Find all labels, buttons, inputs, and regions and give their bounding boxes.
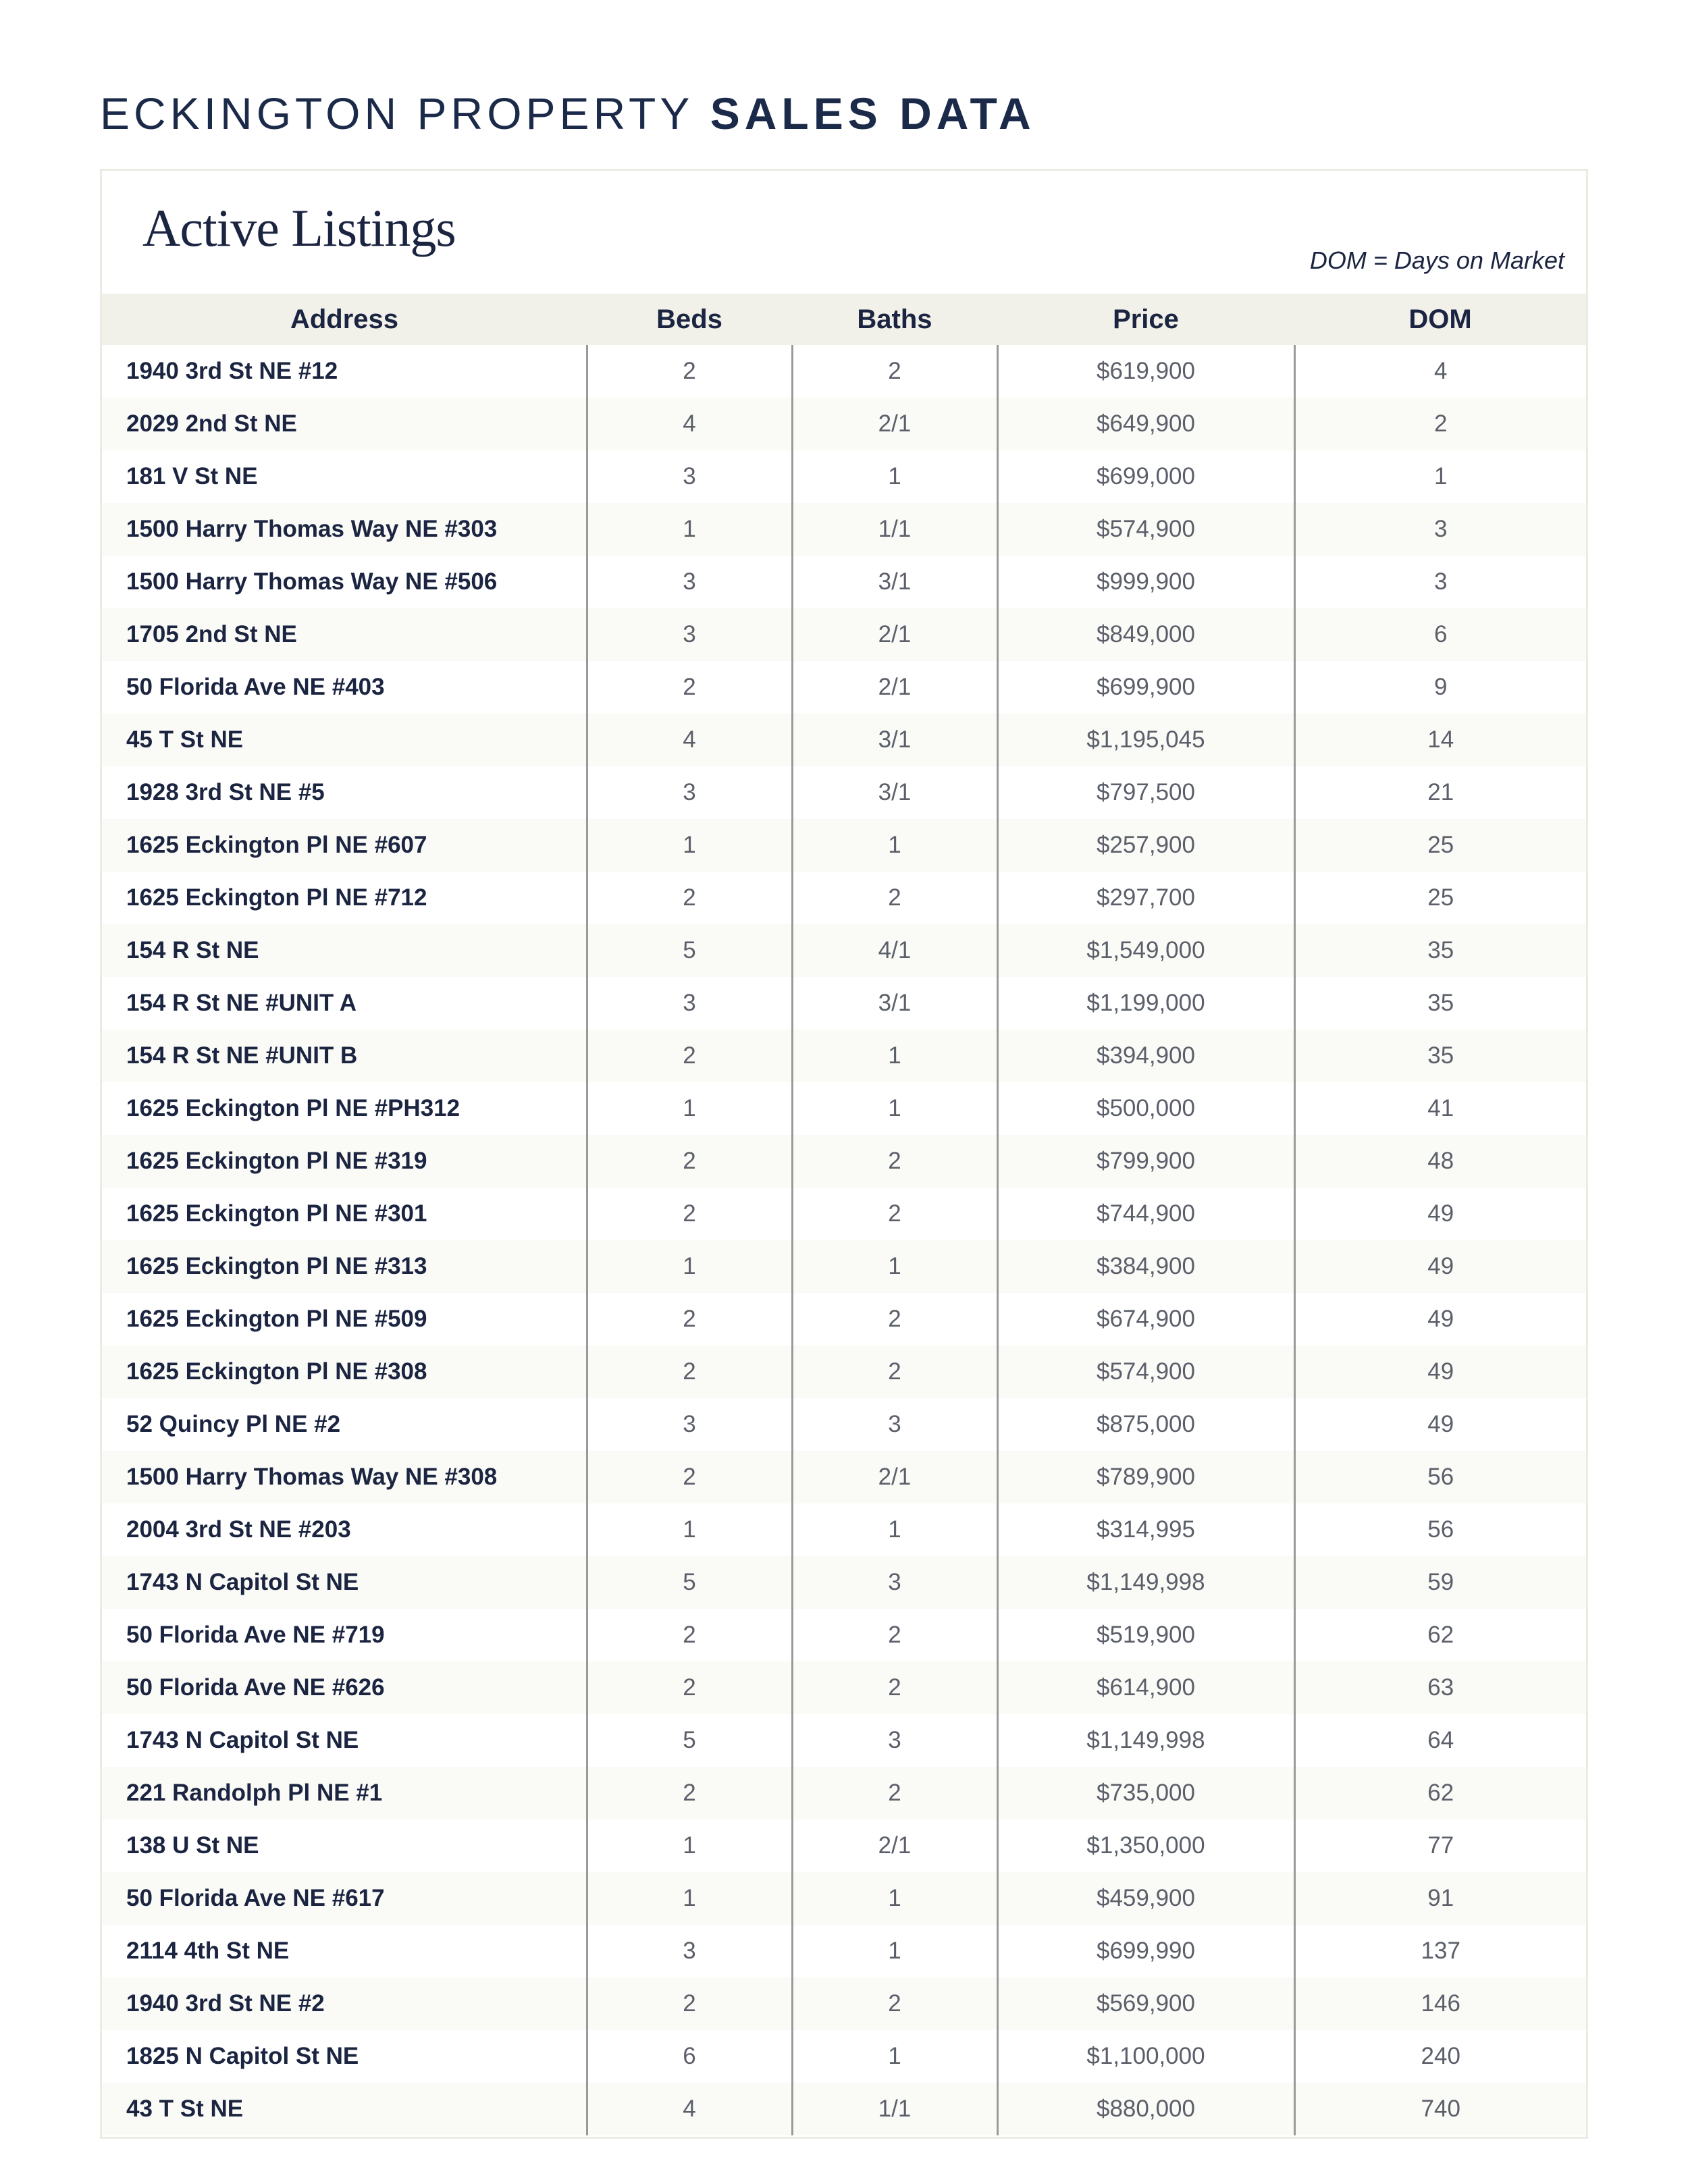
dom-cell: 41 <box>1427 1095 1454 1121</box>
table-row <box>102 503 1586 556</box>
table-row <box>102 1925 1586 1977</box>
address-cell: 1500 Harry Thomas Way NE #506 <box>102 556 587 608</box>
page-title-bold: SALES DATA <box>710 88 1036 138</box>
baths-cell: 3/1 <box>792 714 997 766</box>
baths-cell: 1 <box>792 450 997 503</box>
beds-cell: 2 <box>587 1609 792 1661</box>
address-cell: 50 Florida Ave NE #626 <box>102 1661 587 1714</box>
baths-cell: 2 <box>792 1977 997 2030</box>
baths-cell: 3 <box>792 1556 997 1609</box>
address-cell: 2114 4th St NE <box>102 1925 587 1977</box>
address-cell: 50 Florida Ave NE #617 <box>102 1872 587 1925</box>
dom-cell: 49 <box>1427 1411 1454 1437</box>
column-header-price: Price <box>997 294 1294 345</box>
dom-cell: 56 <box>1294 1451 1586 1503</box>
baths-cell: 1 <box>792 1030 997 1082</box>
table-row <box>102 398 1586 450</box>
table-row <box>102 345 1586 398</box>
table-row <box>102 1293 1586 1346</box>
address-cell: 1940 3rd St NE #2 <box>102 1977 587 2030</box>
table-row <box>102 661 1586 714</box>
baths-cell: 1 <box>792 2030 997 2083</box>
address-cell: 50 Florida Ave NE #719 <box>102 1609 587 1661</box>
baths-cell: 3/1 <box>792 556 997 608</box>
address-cell: 1625 Eckington Pl NE #319 <box>102 1135 587 1188</box>
dom-cell: 3 <box>1434 568 1448 595</box>
table-row <box>102 1082 1586 1135</box>
table-row <box>102 977 1586 1030</box>
dom-cell: 59 <box>1294 1556 1586 1609</box>
dom-cell: 49 <box>1427 1200 1454 1227</box>
dom-cell: 3 <box>1294 503 1586 556</box>
baths-cell: 2/1 <box>792 1819 997 1872</box>
beds-cell: 2 <box>587 345 792 398</box>
beds-cell: 3 <box>587 450 792 503</box>
table-row <box>102 1609 1586 1661</box>
dom-legend-note: DOM = Days on Market <box>1309 246 1564 274</box>
dom-cell: 49 <box>1427 1306 1454 1332</box>
baths-cell: 2/1 <box>792 661 997 714</box>
beds-cell: 2 <box>587 1188 792 1240</box>
address-cell: 1940 3rd St NE #12 <box>102 345 587 398</box>
beds-cell: 2 <box>587 1293 792 1346</box>
price-cell: $1,350,000 <box>997 1819 1294 1872</box>
dom-cell: 25 <box>1427 884 1454 911</box>
address-cell: 154 R St NE #UNIT B <box>102 1030 587 1082</box>
dom-cell: 35 <box>1294 924 1586 977</box>
table-row <box>102 819 1586 872</box>
table-row <box>102 872 1586 924</box>
dom-cell: 35 <box>1427 990 1454 1016</box>
page-title-light: ECKINGTON PROPERTY <box>100 88 694 138</box>
price-cell: $744,900 <box>997 1188 1294 1240</box>
beds-cell: 3 <box>587 556 792 608</box>
column-header-dom: DOM <box>1294 294 1586 345</box>
baths-cell: 2/1 <box>792 398 997 450</box>
dom-cell: 146 <box>1294 1977 1586 2030</box>
baths-cell: 2 <box>792 1346 997 1398</box>
dom-cell: 48 <box>1294 1135 1586 1188</box>
beds-cell: 4 <box>587 2083 792 2135</box>
dom-cell: 6 <box>1294 608 1586 661</box>
address-cell: 43 T St NE <box>102 2083 587 2135</box>
baths-cell: 1 <box>792 819 997 872</box>
price-cell: $735,000 <box>997 1767 1294 1819</box>
beds-cell: 2 <box>587 1030 792 1082</box>
price-cell: $875,000 <box>997 1398 1294 1451</box>
price-cell: $569,900 <box>997 1977 1294 2030</box>
beds-cell: 6 <box>587 2030 792 2083</box>
table-row <box>102 1714 1586 1767</box>
beds-cell: 3 <box>587 977 792 1030</box>
address-cell: 45 T St NE <box>102 714 587 766</box>
price-cell: $699,990 <box>997 1925 1294 1977</box>
dom-cell: 137 <box>1421 1938 1460 1964</box>
dom-cell: 49 <box>1294 1346 1586 1398</box>
baths-cell: 3/1 <box>792 766 997 819</box>
address-cell: 1705 2nd St NE <box>102 608 587 661</box>
column-header-baths: Baths <box>792 294 997 345</box>
dom-cell: 63 <box>1294 1661 1586 1714</box>
dom-cell: 25 <box>1294 819 1586 872</box>
address-cell: 1928 3rd St NE #5 <box>102 766 587 819</box>
price-cell: $257,900 <box>997 819 1294 872</box>
price-cell: $1,149,998 <box>997 1714 1294 1767</box>
column-header-beds: Beds <box>587 294 792 345</box>
dom-cell: 35 <box>1294 1030 1586 1082</box>
price-cell: $394,900 <box>997 1030 1294 1082</box>
address-cell: 1625 Eckington Pl NE #509 <box>102 1293 587 1346</box>
page-title <box>100 88 1036 139</box>
baths-cell: 3 <box>792 1398 997 1451</box>
dom-cell: 740 <box>1294 2083 1586 2135</box>
dom-cell: 4 <box>1434 358 1448 384</box>
beds-cell: 2 <box>587 1661 792 1714</box>
baths-cell: 4/1 <box>792 924 997 977</box>
table-row <box>102 2083 1586 2135</box>
listings-panel <box>100 169 1588 2139</box>
baths-cell: 1 <box>792 1082 997 1135</box>
price-cell: $519,900 <box>997 1609 1294 1661</box>
price-cell: $384,900 <box>997 1240 1294 1293</box>
table-row <box>102 1030 1586 1082</box>
beds-cell: 2 <box>587 1346 792 1398</box>
address-cell: 1625 Eckington Pl NE #308 <box>102 1346 587 1398</box>
price-cell: $849,000 <box>997 608 1294 661</box>
beds-cell: 4 <box>587 398 792 450</box>
beds-cell: 1 <box>587 503 792 556</box>
beds-cell: 2 <box>587 1135 792 1188</box>
beds-cell: 2 <box>587 1767 792 1819</box>
section-title: Active Listings <box>142 198 456 257</box>
dom-cell: 49 <box>1294 1240 1586 1293</box>
table-row <box>102 924 1586 977</box>
beds-cell: 1 <box>587 1082 792 1135</box>
beds-cell: 5 <box>587 1714 792 1767</box>
price-cell: $999,900 <box>997 556 1294 608</box>
table-header-row <box>102 294 1586 345</box>
baths-cell: 3 <box>792 1714 997 1767</box>
dom-cell: 21 <box>1427 779 1454 805</box>
table-row <box>102 2030 1586 2083</box>
beds-cell: 1 <box>587 1240 792 1293</box>
table-row <box>102 1503 1586 1556</box>
beds-cell: 2 <box>587 872 792 924</box>
price-cell: $1,149,998 <box>997 1556 1294 1609</box>
beds-cell: 3 <box>587 1925 792 1977</box>
beds-cell: 1 <box>587 1819 792 1872</box>
beds-cell: 5 <box>587 1556 792 1609</box>
baths-cell: 2 <box>792 1293 997 1346</box>
price-cell: $674,900 <box>997 1293 1294 1346</box>
address-cell: 52 Quincy Pl NE #2 <box>102 1398 587 1451</box>
baths-cell: 2 <box>792 1188 997 1240</box>
address-cell: 1625 Eckington Pl NE #301 <box>102 1188 587 1240</box>
address-cell: 138 U St NE <box>102 1819 587 1872</box>
baths-cell: 1 <box>792 1872 997 1925</box>
address-cell: 1500 Harry Thomas Way NE #308 <box>102 1451 587 1503</box>
table-row <box>102 714 1586 766</box>
address-cell: 1625 Eckington Pl NE #712 <box>102 872 587 924</box>
address-cell: 221 Randolph Pl NE #1 <box>102 1767 587 1819</box>
table-row <box>102 1661 1586 1714</box>
price-cell: $619,900 <box>997 345 1294 398</box>
baths-cell: 1/1 <box>792 2083 997 2135</box>
table-row <box>102 1977 1586 2030</box>
baths-cell: 2/1 <box>792 608 997 661</box>
address-cell: 1625 Eckington Pl NE #607 <box>102 819 587 872</box>
price-cell: $1,199,000 <box>997 977 1294 1030</box>
address-cell: 2029 2nd St NE <box>102 398 587 450</box>
table-row <box>102 1451 1586 1503</box>
price-cell: $789,900 <box>997 1451 1294 1503</box>
baths-cell: 2 <box>792 1135 997 1188</box>
column-header-address: Address <box>102 294 587 345</box>
dom-cell: 56 <box>1427 1516 1454 1543</box>
table-row <box>102 1240 1586 1293</box>
table-body <box>102 345 1586 2135</box>
dom-cell: 62 <box>1294 1767 1586 1819</box>
baths-cell: 2 <box>792 1609 997 1661</box>
address-cell: 50 Florida Ave NE #403 <box>102 661 587 714</box>
table-row <box>102 1135 1586 1188</box>
baths-cell: 2/1 <box>792 1451 997 1503</box>
baths-cell: 2 <box>792 1661 997 1714</box>
beds-cell: 1 <box>587 819 792 872</box>
beds-cell: 2 <box>587 1977 792 2030</box>
table-row <box>102 1819 1586 1872</box>
table-row <box>102 1767 1586 1819</box>
dom-cell: 91 <box>1294 1872 1586 1925</box>
price-cell: $614,900 <box>997 1661 1294 1714</box>
address-cell: 1625 Eckington Pl NE #PH312 <box>102 1082 587 1135</box>
baths-cell: 2 <box>792 345 997 398</box>
baths-cell: 2 <box>792 1767 997 1819</box>
table-row <box>102 1346 1586 1398</box>
dom-cell: 62 <box>1427 1622 1454 1648</box>
dom-cell: 77 <box>1427 1832 1454 1859</box>
beds-cell: 1 <box>587 1872 792 1925</box>
price-cell: $649,900 <box>997 398 1294 450</box>
address-cell: 1500 Harry Thomas Way NE #303 <box>102 503 587 556</box>
dom-cell: 1 <box>1434 463 1448 489</box>
price-cell: $797,500 <box>997 766 1294 819</box>
table-row <box>102 1188 1586 1240</box>
table-row <box>102 556 1586 608</box>
dom-cell: 64 <box>1427 1727 1454 1753</box>
beds-cell: 5 <box>587 924 792 977</box>
baths-cell: 2 <box>792 872 997 924</box>
listings-table <box>102 294 1586 2135</box>
baths-cell: 1 <box>792 1925 997 1977</box>
dom-cell: 14 <box>1294 714 1586 766</box>
address-cell: 2004 3rd St NE #203 <box>102 1503 587 1556</box>
dom-cell: 2 <box>1294 398 1586 450</box>
baths-cell: 1 <box>792 1503 997 1556</box>
beds-cell: 4 <box>587 714 792 766</box>
price-cell: $799,900 <box>997 1135 1294 1188</box>
baths-cell: 3/1 <box>792 977 997 1030</box>
table-row <box>102 1556 1586 1609</box>
dom-cell: 240 <box>1421 2043 1460 2069</box>
dom-cell: 9 <box>1434 674 1448 700</box>
address-cell: 1825 N Capitol St NE <box>102 2030 587 2083</box>
address-cell: 1743 N Capitol St NE <box>102 1556 587 1609</box>
price-cell: $699,000 <box>997 450 1294 503</box>
baths-cell: 1 <box>792 1240 997 1293</box>
price-cell: $1,195,045 <box>997 714 1294 766</box>
price-cell: $699,900 <box>997 661 1294 714</box>
table-row <box>102 608 1586 661</box>
table-row <box>102 450 1586 503</box>
address-cell: 1625 Eckington Pl NE #313 <box>102 1240 587 1293</box>
address-cell: 154 R St NE <box>102 924 587 977</box>
beds-cell: 2 <box>587 1451 792 1503</box>
price-cell: $574,900 <box>997 503 1294 556</box>
price-cell: $1,100,000 <box>997 2030 1294 2083</box>
beds-cell: 3 <box>587 608 792 661</box>
price-cell: $459,900 <box>997 1872 1294 1925</box>
baths-cell: 1/1 <box>792 503 997 556</box>
price-cell: $314,995 <box>997 1503 1294 1556</box>
table-row <box>102 1398 1586 1451</box>
table-row <box>102 766 1586 819</box>
address-cell: 181 V St NE <box>102 450 587 503</box>
price-cell: $500,000 <box>997 1082 1294 1135</box>
address-cell: 1743 N Capitol St NE <box>102 1714 587 1767</box>
price-cell: $574,900 <box>997 1346 1294 1398</box>
price-cell: $1,549,000 <box>997 924 1294 977</box>
price-cell: $297,700 <box>997 872 1294 924</box>
beds-cell: 1 <box>587 1503 792 1556</box>
price-cell: $880,000 <box>997 2083 1294 2135</box>
address-cell: 154 R St NE #UNIT A <box>102 977 587 1030</box>
beds-cell: 3 <box>587 1398 792 1451</box>
table-row <box>102 1872 1586 1925</box>
beds-cell: 3 <box>587 766 792 819</box>
beds-cell: 2 <box>587 661 792 714</box>
